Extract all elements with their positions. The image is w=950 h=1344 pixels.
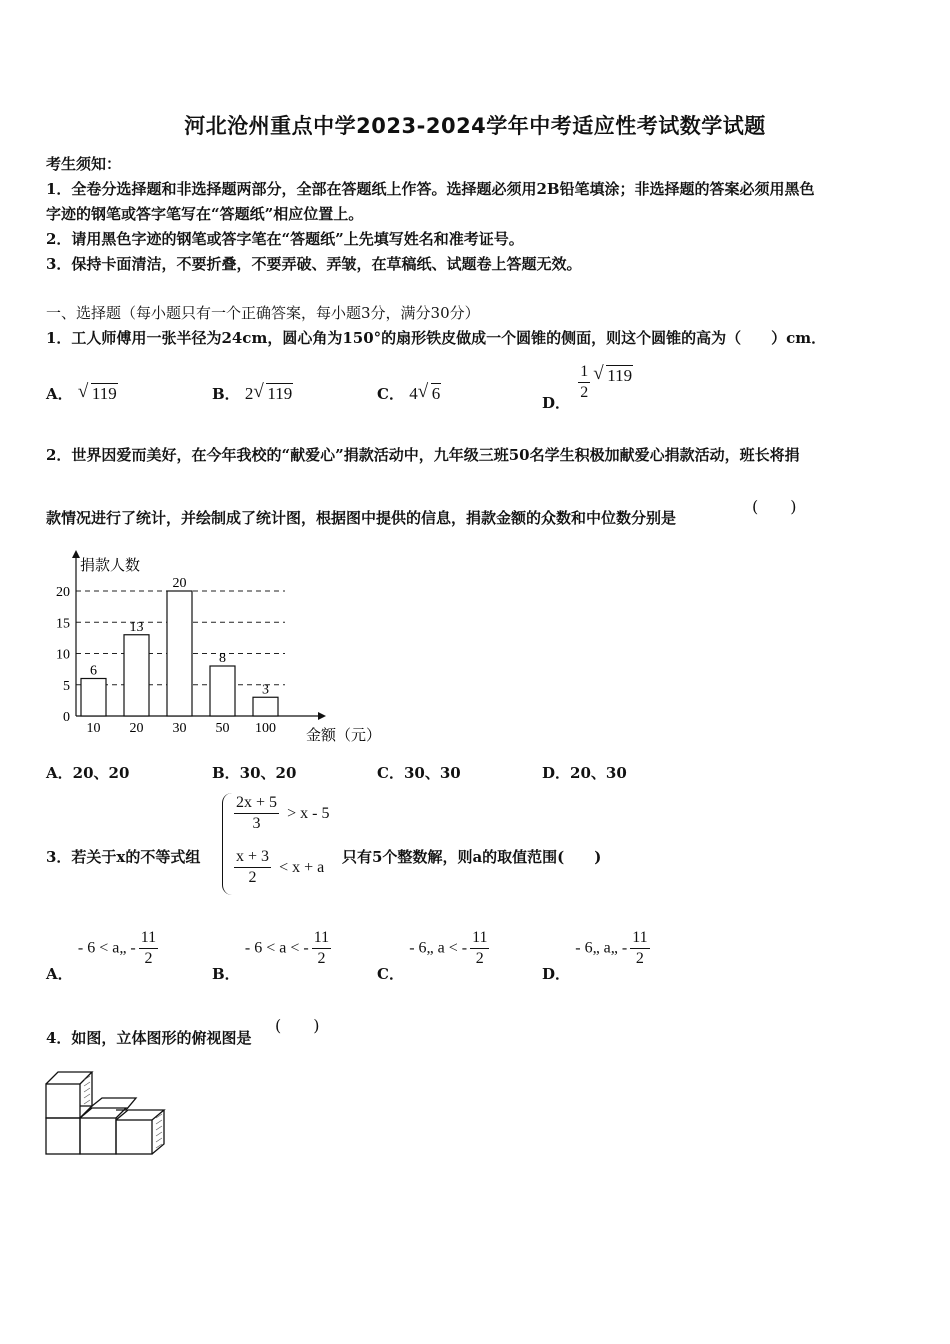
y-tick-label: 20	[56, 585, 70, 600]
inequality-rest: < x + a	[279, 859, 325, 876]
sqrt-expression: √ 119	[253, 381, 293, 403]
q3-option-c[interactable]	[377, 928, 492, 983]
section-heading: 一、选择题（每小题只有一个正确答案，每小题3分，满分30分）	[46, 304, 480, 322]
notice-item-3: 3．保持卡面清洁，不要折叠，不要弄破、弄皱，在草稿纸、试题卷上答题无效。	[46, 255, 582, 273]
option-label: A．	[46, 964, 73, 983]
fraction: $\frac{11}{2}$	[632, 929, 648, 967]
fraction: $\frac{1}{2}$	[580, 363, 589, 401]
q1-option-a[interactable]	[46, 383, 118, 404]
option-label: D．	[542, 393, 571, 412]
x-axis-arrow	[318, 712, 326, 720]
bar	[81, 679, 106, 717]
y-axis-label: 捐款人数	[80, 558, 141, 574]
sqrt-expression: √ 119	[593, 362, 633, 385]
fraction: $\frac{11}{2}$	[140, 929, 157, 967]
bar-chart	[40, 548, 400, 748]
question-2-line-1: 2．世界因爱而美好，在今年我校的“献爱心”捐款活动中，九年级三班50名学生积极加献爱心捐款活动，班长将捐	[46, 446, 800, 464]
x-tick-label: 10	[86, 721, 101, 736]
question-2-line-2: 款情况进行了统计，并绘制成了统计图，根据图中提供的信息，捐款金额的众数和中位数分别是	[46, 509, 677, 527]
option-label: B．	[212, 964, 240, 983]
sqrt-expression: √ 119	[77, 381, 117, 403]
inequality-text: - 6 < a„ -	[77, 939, 136, 957]
q3-option-b[interactable]	[212, 928, 334, 983]
bar	[210, 666, 235, 716]
option-label: C．	[377, 385, 404, 403]
y-tick-label: 5	[63, 678, 70, 694]
page-title: 河北沧州重点中学2023-2024学年中考适应性考试数学试题	[184, 114, 766, 138]
inequality-text: - 6 < a < -	[244, 939, 309, 957]
y-axis-arrow	[72, 550, 80, 558]
bar-value-label: 3	[262, 682, 269, 698]
y-tick-label: 0	[63, 710, 70, 725]
bar-value-label: 8	[219, 651, 226, 666]
option-label: A．	[46, 385, 73, 403]
x-axis-label: 金额（元）	[306, 728, 382, 744]
inequality-rest: > x - 5	[287, 805, 330, 822]
x-tick-label: 20	[129, 721, 144, 736]
notice-item-2: 2．请用黑色字迹的钢笔或答字笔在“答题纸”上先填写姓名和准考证号。	[46, 230, 524, 248]
bar-value-label: 20	[172, 576, 187, 591]
coefficient: 4	[409, 384, 418, 403]
question-3-prefix: 3．若关于x的不等式组	[46, 848, 201, 866]
fraction: $\frac{11}{2}$	[472, 929, 488, 967]
question-1-stem: 1．工人师傅用一张半径为24cm，圆心角为150°的扇形铁皮做成一个圆锥的侧面，则这个圆锥的高为（ ）cm．	[46, 329, 827, 347]
notice-item-1-cont: 字迹的钢笔或答字笔写在“答题纸”相应位置上。	[46, 205, 364, 223]
fraction: $\frac{x + 3}{2}$	[236, 848, 270, 886]
answer-paren: ( )	[752, 497, 797, 516]
q2-option-c[interactable]: C．30、30	[377, 764, 461, 782]
fraction: $\frac{2x + 5}{3}$	[236, 794, 278, 832]
question-3-suffix: 只有5个整数解，则a的取值范围( )	[342, 848, 602, 866]
y-tick-label: 10	[56, 647, 70, 663]
option-label: D．	[542, 964, 571, 983]
answer-paren: ( )	[275, 1016, 320, 1035]
y-tick-label: 15	[56, 616, 70, 632]
sqrt-expression: √ 6	[417, 381, 441, 403]
x-tick-label: 100	[255, 721, 276, 736]
bar-value-label: 13	[129, 619, 144, 635]
q3-option-d[interactable]	[542, 928, 653, 983]
notice-heading: 考生须知：	[46, 155, 122, 173]
q2-option-b[interactable]: B．30、20	[212, 764, 297, 782]
bar-value-label: 6	[90, 663, 97, 679]
bar	[167, 591, 192, 716]
option-label: B．	[212, 385, 240, 403]
cube-solid-figure	[44, 1068, 168, 1160]
q1-option-b[interactable]	[212, 383, 293, 404]
q1-option-d[interactable]	[542, 362, 633, 412]
q2-option-d[interactable]: D．20、30	[542, 764, 627, 782]
fraction: $\frac{11}{2}$	[313, 929, 330, 967]
question-4-stem: 4．如图，立体图形的俯视图是	[46, 1029, 252, 1047]
inequality-system	[222, 793, 341, 895]
q2-option-a[interactable]: A．20、20	[46, 764, 130, 782]
option-label: C．	[377, 964, 404, 983]
bar	[124, 635, 149, 716]
notice-item-1: 1．全卷分选择题和非选择题两部分，全部在答题纸上作答。选择题必须用2B铅笔填涂；非选择题的答案必须用黑色	[46, 180, 815, 198]
inequality-text: - 6„ a„ -	[575, 939, 628, 957]
q1-option-c[interactable]	[377, 383, 441, 404]
x-tick-label: 50	[215, 721, 230, 736]
bar	[253, 697, 278, 716]
coefficient: 2	[244, 384, 254, 403]
q3-option-a[interactable]	[46, 928, 161, 983]
inequality-text: - 6„ a < -	[409, 939, 468, 957]
x-tick-label: 30	[172, 721, 187, 736]
